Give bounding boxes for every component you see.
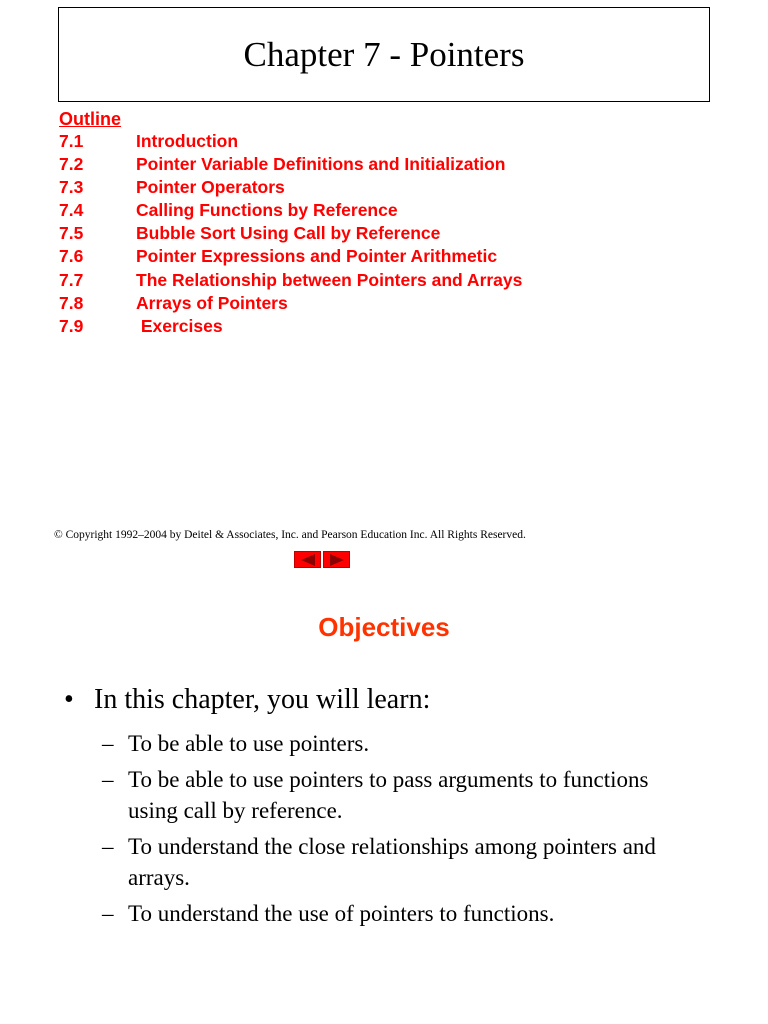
objective-item xyxy=(102,831,702,893)
outline-item-label: The Relationship between Pointers and Arrays xyxy=(136,269,523,290)
next-slide-button[interactable] xyxy=(323,551,350,568)
outline-item xyxy=(59,222,522,245)
objective-text: To be able to use pointers to pass arguments to functions using call by reference. xyxy=(128,767,649,823)
outline-item-number: 7.1 xyxy=(59,131,84,151)
outline-item xyxy=(59,315,522,338)
outline-item xyxy=(59,130,522,153)
previous-slide-button[interactable] xyxy=(294,551,321,568)
objectives-intro xyxy=(64,684,430,716)
outline-list xyxy=(59,130,522,338)
objectives-intro-text: In this chapter, you will learn: xyxy=(94,684,431,715)
objective-text: To understand the close relationships among pointers and arrays. xyxy=(128,834,656,890)
objectives-list xyxy=(102,728,702,934)
objective-item xyxy=(102,728,702,759)
outline-item-label: Pointer Expressions and Pointer Arithmetic xyxy=(136,246,498,267)
outline-item xyxy=(59,199,522,222)
outline-item-number: 7.8 xyxy=(59,292,84,313)
outline-item xyxy=(59,176,522,199)
outline-item-label: Arrays of Pointers xyxy=(136,292,288,313)
outline-item-label: Pointer Variable Definitions and Initialization xyxy=(136,154,506,175)
left-triangle-icon xyxy=(300,554,316,566)
outline-item-number: 7.9 xyxy=(59,315,84,336)
title-box xyxy=(58,7,710,102)
objectives-heading: Objectives xyxy=(318,612,450,642)
outline-item xyxy=(59,245,522,268)
slide-navigation xyxy=(294,551,350,568)
objective-text: To be able to use pointers. xyxy=(128,731,370,756)
outline-item-number: 7.7 xyxy=(59,269,84,290)
dash-marker: – xyxy=(102,834,114,859)
page-title: Chapter 7 - Pointers xyxy=(243,34,525,74)
outline-item-number: 7.6 xyxy=(59,246,84,267)
outline-item xyxy=(59,269,522,292)
outline-item-number: 7.3 xyxy=(59,177,84,198)
outline-item-number: 7.2 xyxy=(59,154,84,175)
right-triangle-icon xyxy=(329,554,345,566)
bullet-marker: • xyxy=(64,684,74,715)
outline-item-label: Bubble Sort Using Call by Reference xyxy=(136,223,441,244)
objective-text: To understand the use of pointers to functions. xyxy=(128,901,555,926)
outline-item-label: Introduction xyxy=(136,131,239,151)
dash-marker: – xyxy=(102,767,114,792)
objective-item xyxy=(102,764,702,826)
outline-item xyxy=(59,153,522,176)
outline-item-label: Calling Functions by Reference xyxy=(136,200,398,221)
objective-item xyxy=(102,898,702,929)
copyright-notice: © Copyright 1992–2004 by Deitel & Associates, Inc. and Pearson Education Inc. All Rights Reserved. xyxy=(54,529,526,541)
outline-item-label: Pointer Operators xyxy=(136,177,285,198)
outline-heading: Outline xyxy=(59,109,121,129)
outline-item-number: 7.4 xyxy=(59,200,84,221)
outline-item xyxy=(59,292,522,315)
outline-section xyxy=(59,108,522,338)
dash-marker: – xyxy=(102,731,114,756)
outline-item-number: 7.5 xyxy=(59,223,84,244)
dash-marker: – xyxy=(102,901,114,926)
outline-item-label: Exercises xyxy=(136,315,223,336)
